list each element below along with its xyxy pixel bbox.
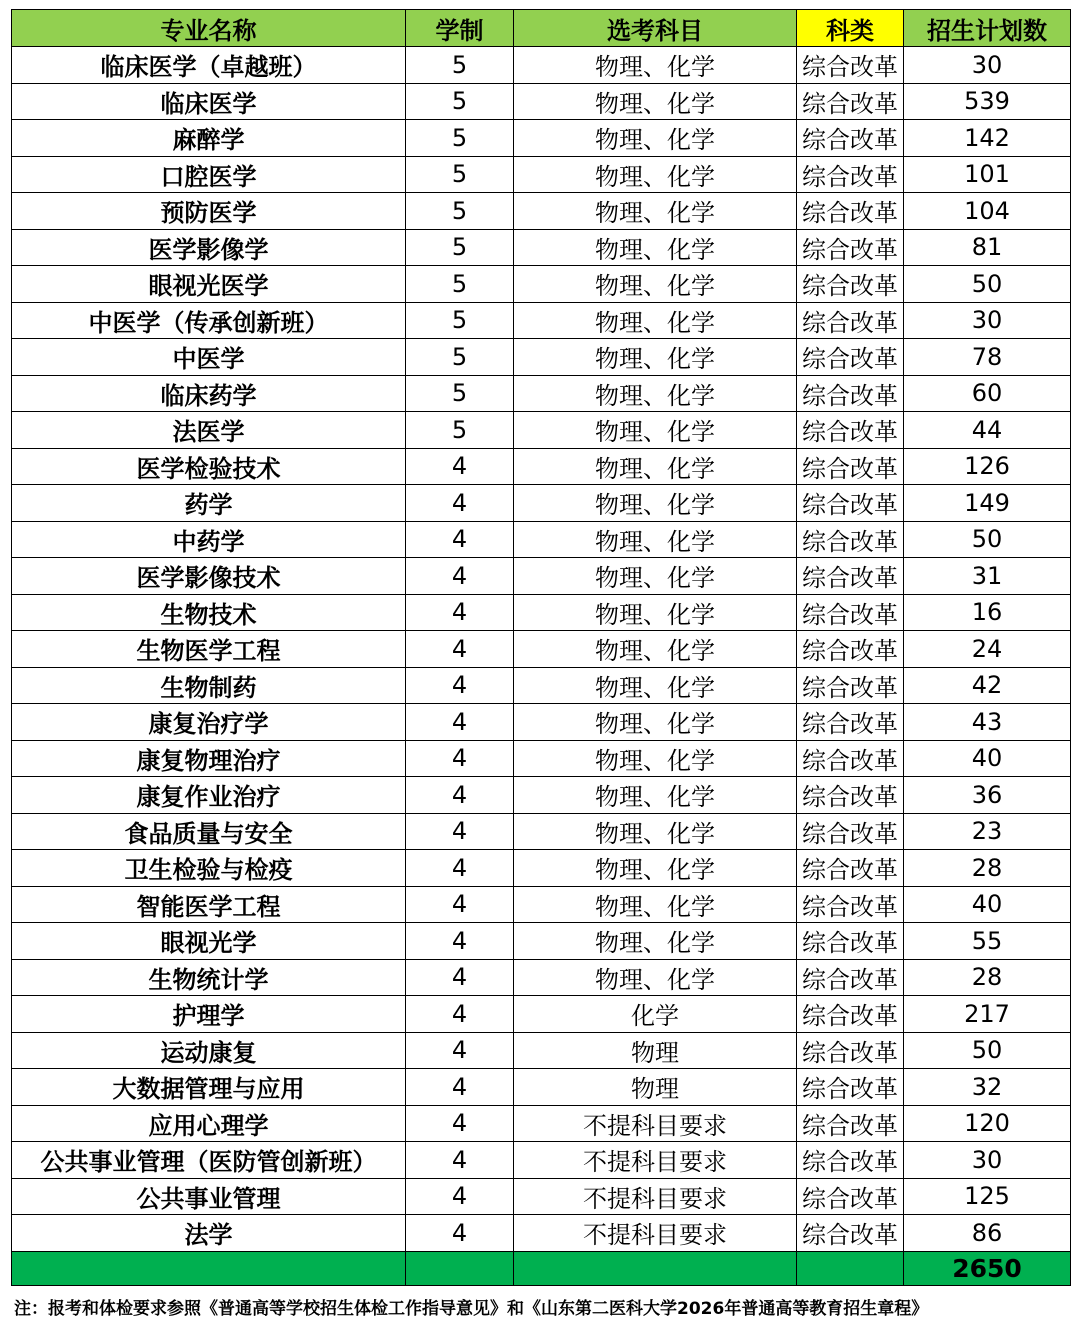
cell-subjects: 物理、化学 [514,485,797,522]
cell-quota: 50 [904,521,1071,558]
cell-major: 卫生检验与检疫 [12,850,406,887]
table-row [12,1105,1071,1142]
cell-duration: 4 [406,1142,514,1179]
table-row [12,302,1071,339]
cell-duration: 5 [406,83,514,120]
cell-category: 综合改革 [797,229,904,266]
cell-duration: 5 [406,156,514,193]
header-row [12,10,1071,47]
cell-category: 综合改革 [797,120,904,157]
cell-quota: 30 [904,1142,1071,1179]
cell-major: 康复治疗学 [12,704,406,741]
header-duration: 学制 [406,10,514,47]
cell-subjects: 不提科目要求 [514,1178,797,1215]
cell-major: 麻醉学 [12,120,406,157]
cell-category: 综合改革 [797,850,904,887]
table-row [12,1215,1071,1252]
cell-category: 综合改革 [797,1069,904,1106]
cell-category: 综合改革 [797,266,904,303]
cell-subjects: 物理、化学 [514,448,797,485]
cell-major: 医学影像技术 [12,558,406,595]
cell-category: 综合改革 [797,521,904,558]
cell-quota: 31 [904,558,1071,595]
cell-subjects: 物理、化学 [514,193,797,230]
cell-quota: 101 [904,156,1071,193]
cell-quota: 40 [904,740,1071,777]
cell-major: 食品质量与安全 [12,813,406,850]
table-row [12,813,1071,850]
cell-subjects: 不提科目要求 [514,1105,797,1142]
cell-duration: 4 [406,631,514,668]
cell-category: 综合改革 [797,704,904,741]
cell-quota: 149 [904,485,1071,522]
cell-duration: 4 [406,740,514,777]
cell-quota: 50 [904,266,1071,303]
header-major: 专业名称 [12,10,406,47]
cell-quota: 28 [904,850,1071,887]
cell-duration: 5 [406,120,514,157]
table-row [12,558,1071,595]
cell-subjects: 不提科目要求 [514,1215,797,1252]
table-row [12,229,1071,266]
total-cell-blank [514,1251,797,1285]
cell-category: 综合改革 [797,47,904,84]
cell-major: 智能医学工程 [12,886,406,923]
cell-category: 综合改革 [797,375,904,412]
cell-duration: 4 [406,923,514,960]
cell-major: 公共事业管理（医防管创新班） [12,1142,406,1179]
cell-quota: 28 [904,959,1071,996]
cell-quota: 44 [904,412,1071,449]
cell-subjects: 物理、化学 [514,83,797,120]
table-row [12,412,1071,449]
cell-major: 眼视光医学 [12,266,406,303]
table-row [12,1069,1071,1106]
table-row [12,996,1071,1033]
cell-duration: 4 [406,1215,514,1252]
cell-category: 综合改革 [797,996,904,1033]
table-row [12,120,1071,157]
cell-duration: 4 [406,1105,514,1142]
cell-category: 综合改革 [797,485,904,522]
cell-quota: 126 [904,448,1071,485]
cell-subjects: 不提科目要求 [514,1142,797,1179]
cell-quota: 42 [904,667,1071,704]
total-value: 2650 [904,1251,1071,1285]
cell-major: 中医学（传承创新班） [12,302,406,339]
table-row [12,266,1071,303]
cell-category: 综合改革 [797,302,904,339]
cell-major: 预防医学 [12,193,406,230]
table-row [12,1142,1071,1179]
cell-subjects: 物理、化学 [514,339,797,376]
table-row [12,777,1071,814]
cell-duration: 4 [406,1032,514,1069]
cell-major: 医学影像学 [12,229,406,266]
cell-major: 生物技术 [12,594,406,631]
total-cell-blank [406,1251,514,1285]
cell-duration: 4 [406,558,514,595]
cell-category: 综合改革 [797,1105,904,1142]
cell-quota: 24 [904,631,1071,668]
table-row [12,594,1071,631]
cell-duration: 5 [406,266,514,303]
cell-major: 法医学 [12,412,406,449]
table-row [12,193,1071,230]
table-row [12,850,1071,887]
cell-quota: 36 [904,777,1071,814]
cell-subjects: 物理、化学 [514,813,797,850]
table-row [12,375,1071,412]
cell-subjects: 物理、化学 [514,120,797,157]
cell-duration: 4 [406,704,514,741]
cell-category: 综合改革 [797,1215,904,1252]
cell-category: 综合改革 [797,959,904,996]
total-cell-blank [797,1251,904,1285]
enrollment-plan-table [11,9,1071,1286]
cell-category: 综合改革 [797,923,904,960]
cell-subjects: 物理、化学 [514,229,797,266]
cell-category: 综合改革 [797,1032,904,1069]
cell-quota: 217 [904,996,1071,1033]
cell-duration: 5 [406,412,514,449]
table-row [12,959,1071,996]
table-row [12,339,1071,376]
total-cell-blank [12,1251,406,1285]
cell-duration: 5 [406,339,514,376]
cell-major: 眼视光学 [12,923,406,960]
cell-subjects: 物理、化学 [514,156,797,193]
cell-major: 药学 [12,485,406,522]
cell-duration: 4 [406,959,514,996]
cell-quota: 50 [904,1032,1071,1069]
cell-quota: 60 [904,375,1071,412]
cell-duration: 4 [406,813,514,850]
cell-duration: 4 [406,594,514,631]
cell-subjects: 物理、化学 [514,594,797,631]
table-row [12,740,1071,777]
cell-quota: 539 [904,83,1071,120]
cell-duration: 4 [406,1069,514,1106]
table-row [12,83,1071,120]
cell-subjects: 物理、化学 [514,521,797,558]
table-row [12,1178,1071,1215]
table-row [12,886,1071,923]
cell-duration: 5 [406,47,514,84]
cell-category: 综合改革 [797,193,904,230]
cell-subjects: 物理、化学 [514,266,797,303]
cell-subjects: 物理、化学 [514,667,797,704]
cell-duration: 5 [406,375,514,412]
cell-subjects: 物理、化学 [514,704,797,741]
table-row [12,156,1071,193]
cell-quota: 86 [904,1215,1071,1252]
cell-subjects: 物理、化学 [514,740,797,777]
cell-subjects: 物理、化学 [514,886,797,923]
footnote: 注：报考和体检要求参照《普通高等学校招生体检工作指导意见》和《山东第二医科大学2026年普通高等教育招生章程》 [14,1299,929,1319]
cell-subjects: 物理、化学 [514,47,797,84]
cell-subjects: 物理、化学 [514,558,797,595]
cell-quota: 120 [904,1105,1071,1142]
cell-category: 综合改革 [797,813,904,850]
cell-category: 综合改革 [797,156,904,193]
cell-duration: 4 [406,448,514,485]
cell-quota: 43 [904,704,1071,741]
cell-quota: 81 [904,229,1071,266]
cell-category: 综合改革 [797,1142,904,1179]
cell-subjects: 物理 [514,1069,797,1106]
cell-duration: 4 [406,521,514,558]
cell-subjects: 物理、化学 [514,375,797,412]
cell-major: 生物制药 [12,667,406,704]
cell-major: 临床医学 [12,83,406,120]
cell-subjects: 化学 [514,996,797,1033]
cell-major: 口腔医学 [12,156,406,193]
cell-duration: 4 [406,850,514,887]
cell-subjects: 物理 [514,1032,797,1069]
cell-category: 综合改革 [797,886,904,923]
cell-major: 大数据管理与应用 [12,1069,406,1106]
cell-subjects: 物理、化学 [514,302,797,339]
cell-major: 中医学 [12,339,406,376]
cell-subjects: 物理、化学 [514,631,797,668]
cell-category: 综合改革 [797,83,904,120]
cell-major: 临床药学 [12,375,406,412]
header-category: 科类 [797,10,904,47]
cell-duration: 4 [406,996,514,1033]
cell-duration: 5 [406,229,514,266]
table-row [12,448,1071,485]
cell-duration: 4 [406,1178,514,1215]
cell-subjects: 物理、化学 [514,777,797,814]
header-quota: 招生计划数 [904,10,1071,47]
cell-category: 综合改革 [797,631,904,668]
cell-quota: 104 [904,193,1071,230]
cell-category: 综合改革 [797,1178,904,1215]
cell-quota: 30 [904,302,1071,339]
table-row [12,923,1071,960]
cell-major: 应用心理学 [12,1105,406,1142]
cell-category: 综合改革 [797,594,904,631]
cell-duration: 5 [406,193,514,230]
cell-major: 法学 [12,1215,406,1252]
cell-category: 综合改革 [797,448,904,485]
cell-category: 综合改革 [797,339,904,376]
cell-major: 康复物理治疗 [12,740,406,777]
cell-category: 综合改革 [797,412,904,449]
cell-category: 综合改革 [797,777,904,814]
cell-category: 综合改革 [797,740,904,777]
table-row [12,1032,1071,1069]
cell-major: 护理学 [12,996,406,1033]
cell-quota: 30 [904,47,1071,84]
cell-quota: 40 [904,886,1071,923]
cell-major: 康复作业治疗 [12,777,406,814]
table-row [12,485,1071,522]
table-row [12,47,1071,84]
cell-subjects: 物理、化学 [514,850,797,887]
table-row [12,521,1071,558]
cell-duration: 4 [406,485,514,522]
table-row [12,704,1071,741]
cell-subjects: 物理、化学 [514,923,797,960]
table-row [12,631,1071,668]
cell-major: 生物统计学 [12,959,406,996]
cell-major: 临床医学（卓越班） [12,47,406,84]
cell-subjects: 物理、化学 [514,959,797,996]
cell-duration: 4 [406,886,514,923]
cell-major: 中药学 [12,521,406,558]
header-subjects: 选考科目 [514,10,797,47]
cell-quota: 78 [904,339,1071,376]
cell-major: 运动康复 [12,1032,406,1069]
total-row [12,1251,1071,1285]
cell-category: 综合改革 [797,667,904,704]
cell-duration: 5 [406,302,514,339]
cell-quota: 125 [904,1178,1071,1215]
cell-category: 综合改革 [797,558,904,595]
cell-subjects: 物理、化学 [514,412,797,449]
cell-duration: 4 [406,667,514,704]
cell-duration: 4 [406,777,514,814]
cell-quota: 16 [904,594,1071,631]
cell-major: 医学检验技术 [12,448,406,485]
cell-quota: 32 [904,1069,1071,1106]
cell-quota: 23 [904,813,1071,850]
cell-quota: 142 [904,120,1071,157]
cell-quota: 55 [904,923,1071,960]
cell-major: 公共事业管理 [12,1178,406,1215]
table-row [12,667,1071,704]
cell-major: 生物医学工程 [12,631,406,668]
